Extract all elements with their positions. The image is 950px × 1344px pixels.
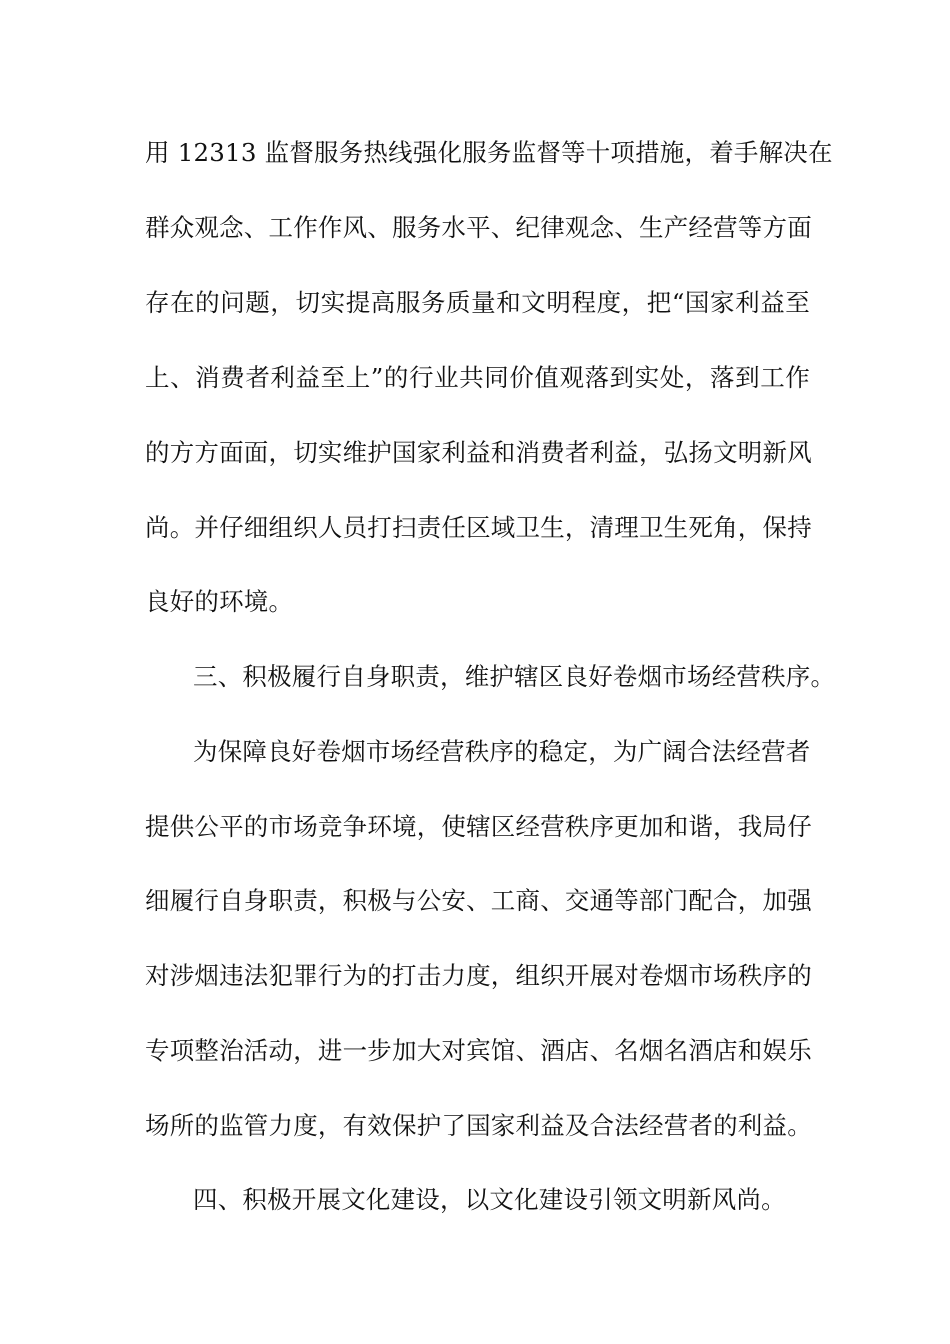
body-text-line: 的方方面面，切实维护国家利益和消费者利益，弘扬文明新风 xyxy=(145,438,812,467)
body-text-line: 细履行自身职责，积极与公安、工商、交通等部门配合，加强 xyxy=(145,886,812,915)
body-text-line: 存在的问题，切实提高服务质量和文明程度，把“国家利益至 xyxy=(145,288,810,317)
body-text-line: 专项整治活动，进一步加大对宾馆、酒店、名烟名酒店和娱乐 xyxy=(145,1036,812,1065)
body-text-line: 对涉烟违法犯罪行为的打击力度，组织开展对卷烟市场秩序的 xyxy=(145,961,812,990)
section-heading: 三、积极履行自身职责，维护辖区良好卷烟市场经营秩序。 xyxy=(193,662,836,691)
body-text-line: 群众观念、工作作风、服务水平、纪律观念、生产经营等方面 xyxy=(145,213,812,242)
body-text-line: 上、消费者利益至上”的行业共同价值观落到实处，落到工作 xyxy=(145,363,810,392)
body-text-line: 良好的环境。 xyxy=(145,587,294,616)
paragraph-first-line: 为保障良好卷烟市场经营秩序的稳定，为广阔合法经营者 xyxy=(193,737,811,766)
section-heading: 四、积极开展文化建设，以文化建设引领文明新风尚。 xyxy=(193,1185,786,1214)
body-text-line: 场所的监管力度，有效保护了国家利益及合法经营者的利益。 xyxy=(145,1111,812,1140)
body-text-line: 用 12313 监督服务热线强化服务监督等十项措施，着手解决在 xyxy=(145,138,833,167)
body-text-line: 尚。并仔细组织人员打扫责任区域卫生，清理卫生死角，保持 xyxy=(145,513,812,542)
body-text-line: 提供公平的市场竞争环境，使辖区经营秩序更加和谐，我局仔 xyxy=(145,812,812,841)
